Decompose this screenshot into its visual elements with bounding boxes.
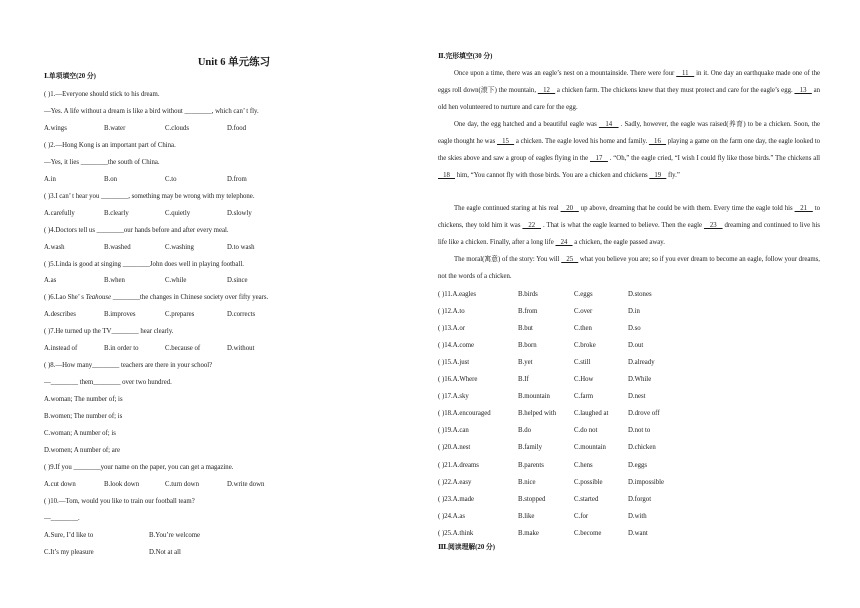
answer-option: B.do [518,427,532,435]
answer-option: C.while [165,277,187,285]
answer-option: C.to [165,175,177,183]
answer-option: D.to wash [227,243,255,251]
answer-option: ( )24.A.as [438,512,465,520]
question-line: ( )6.Lao She’ s Teahouse ________the changes in Chinese society over fifty years. [44,294,269,302]
cloze-blank: 24 [555,239,573,246]
answer-option: A.cut down [44,480,76,488]
answer-option: B.like [518,512,535,520]
question-line: ( )10.—Tom, would you like to train our football team? [44,497,195,505]
answer-option: C.washing [165,243,194,251]
cloze-blank: 19 [649,172,667,179]
section-2-heading: Ⅱ.完形填空(30 分) [438,53,493,60]
answer-option: ( )20.A.nest [438,444,471,452]
answer-option: B.look down [104,480,140,488]
question-line: —Yes, it lies ________the south of China. [44,158,160,166]
answer-option: D.want [628,529,648,537]
answer-option: C.because of [165,345,201,353]
cloze-paragraph: One day, the egg hatched and a beautiful eagle was 14 . Sadly, however, the eagle was raised(养育) to be a chicken. Soon, the eagle thought he was 15 a chicken. The eagle loved his home and family. 16 playing a game on the farm one day, the eagle looked to the skies above and saw a group of eagles flying in the 17 . “Oh,” the eagle cried, “I wish I could fly like those birds.” The chickens all 18 him, “You cannot fly with those birds. You are a chicken and chickens 19 fly.” [438,121,821,179]
answer-option: C.farm [574,393,594,401]
answer-option: B.make [518,529,539,537]
question-line: C.woman; A number of; is [44,430,116,437]
answer-option: B.on [104,175,118,183]
answer-option: ( )14.A.come [438,342,475,350]
answer-option: ( )18.A.encouraged [438,410,491,418]
answer-option: C.broke [574,342,596,350]
cloze-blank: 20 [560,205,579,212]
question-line: ( )7.He turned up the TV________ hear clearly. [44,328,174,336]
answer-option: ( )21.A.dreams [438,461,479,469]
question-line: ( )3.I can’ t hear you ________, something may be wrong with my telephone. [44,192,255,200]
answer-option: B.yet [518,359,533,367]
answer-option: C.still [574,359,591,367]
answer-option: ( )22.A.easy [438,478,472,486]
question-line: —________. [44,514,80,522]
cloze-blank: 21 [794,205,813,212]
answer-option: B.born [518,342,537,350]
answer-option: D.forgot [628,495,652,503]
cloze-blank: 13 [794,87,812,94]
answer-option: C.over [574,308,593,316]
answer-option: A.wash [44,243,65,251]
answer-option: A.instead of [44,345,78,353]
answer-option: D.without [227,345,255,353]
answer-option: B.nice [518,478,536,486]
page-title: Unit 6 单元练习 [197,57,271,68]
answer-option: B.If [518,376,529,384]
question-line: B.women; The number of; is [44,413,123,421]
answer-option: C.mountain [574,444,606,452]
answer-option: C.eggs [574,291,593,298]
answer-option: C.How [574,376,594,384]
answer-option: B.in order to [104,345,139,353]
answer-option: D.with [628,512,647,520]
answer-option: B.birds [518,291,538,298]
answer-option: D.stones [628,291,652,298]
answer-option: ( )15.A.just [438,359,470,367]
answer-option: B.helped with [518,410,557,418]
answer-option: ( )19.A.can [438,427,469,435]
cloze-blank: 15 [496,138,515,145]
answer-option: C.started [574,495,599,503]
answer-option: D.eggs [628,461,648,469]
answer-option: C.turn down [165,480,199,488]
answer-option: B.but [518,325,533,333]
cloze-blank: 14 [598,121,619,128]
cloze-blank: 16 [648,138,667,145]
answer-option: C.then [574,325,592,333]
answer-option: B.improves [104,311,136,319]
answer-option: B.water [104,124,126,132]
answer-option: B.parents [518,461,544,469]
answer-option: C.clouds [165,124,189,132]
answer-option: D.not to [628,427,651,435]
answer-option: C.laughed at [574,410,609,418]
answer-option: D.in [628,308,640,316]
answer-option: B.You’re welcome [149,531,201,539]
cloze-paragraph: The eagle continued staring at his real 20 up above, dreaming that he could be with them. Every time the eagle told his 21 to chickens, they told him it was 22 . That is what the eagle learned to believe. Then the eagle 23 dreaming and continued to live his life like a chicken. Finally, after a long life 24 a chicken, the eagle passed away. [438,205,820,246]
answer-option: C.become [574,529,602,537]
answer-option: D.Not at all [149,548,181,556]
section-3-heading: Ⅲ.阅读理解(20 分) [438,544,495,551]
cloze-blank: 23 [703,222,723,229]
cloze-paragraph: Once upon a time, there was an eagle’s nest on a mountainside. There were four 11 in it. One day an earthquake made one of the eggs roll down(滚下) the mountain, 12 a chicken farm. The chickens knew that they must protect and care for the eagle’s egg. 13 an old hen volunteered to nurture and care for the egg. [438,70,821,111]
answer-option: D.write down [227,480,265,488]
cloze-paragraph: The moral(寓意) of the story: You will 25 what you believe you are; so if you ever dream to become an eagle, follow your dreams, not the words of a chicken. [438,256,821,280]
answer-option: C.hens [574,461,593,469]
section-1-heading: Ⅰ.单项填空(20 分) [44,73,96,80]
answer-option: ( )17.A.sky [438,393,469,401]
answer-option: D.drove off [628,410,660,418]
answer-option: D.corrects [227,311,256,319]
question-line: D.women; A number of; are [44,446,121,454]
answer-option: B.washed [104,243,131,251]
answer-option: ( )23.A.made [438,495,475,503]
answer-option: D.slowly [227,209,252,217]
answer-option: D.nest [628,393,646,401]
answer-option: D.since [227,277,248,285]
question-line: ( )4.Doctors tell us ________our hands before and after every meal. [44,226,229,234]
answer-option: D.While [628,376,652,384]
question-line: ( )5.Linda is good at singing ________John does well in playing football. [44,260,244,268]
question-line: ( )8.—How many________ teachers are there in your school? [44,362,213,370]
answer-option: ( )13.A.or [438,325,465,333]
answer-option: D.chicken [628,444,656,452]
answer-option: B.stopped [518,495,546,503]
answer-option: B.clearly [104,209,129,217]
answer-option: C.do not [574,427,598,435]
answer-option: ( )25.A.think [438,529,474,537]
answer-option: B.mountain [518,393,550,401]
answer-option: A.Sure, I’d like to [44,531,94,539]
answer-option: D.from [227,175,247,183]
answer-option: B.from [518,308,538,316]
question-line: ( )2.—Hong Kong is an important part of China. [44,141,176,149]
answer-option: D.food [227,124,247,132]
answer-option: B.family [518,444,542,452]
answer-option: A.wings [44,124,67,132]
answer-option: A.carefully [44,209,75,217]
question-line: —________ them________ over two hundred. [44,379,172,387]
answer-option: C.prepares [165,311,195,319]
answer-option: ( )11.A.eagles [438,291,477,298]
cloze-blank: 22 [522,222,541,229]
answer-option: D.impossible [628,478,665,486]
answer-option: D.so [628,325,641,333]
answer-option: A.as [44,277,57,285]
answer-option: D.already [628,359,655,367]
answer-option: B.when [104,277,125,285]
question-line: ( )9.If you ________your name on the paper, you can get a magazine. [44,463,234,471]
answer-option: A.describes [44,311,76,319]
cloze-blank: 17 [590,155,608,162]
answer-option: C.for [574,512,589,520]
answer-option: C.possible [574,478,603,486]
cloze-blank: 12 [537,87,556,94]
cloze-blank: 18 [438,172,455,179]
answer-option: C.quietly [165,209,191,217]
cloze-blank: 11 [676,70,695,77]
question-line: A.woman; The number of; is [44,396,123,404]
answer-option: C.It’s my pleasure [44,548,94,556]
question-line: —Yes. A life without a dream is like a bird without ________, which can’ t fly. [44,107,259,115]
question-line: ( )1.—Everyone should stick to his dream. [44,91,160,98]
answer-option: D.out [628,342,644,350]
answer-option: ( )16.A.Where [438,376,478,384]
cloze-blank: 25 [561,256,579,263]
answer-option: A.in [44,175,56,183]
answer-option: ( )12.A.to [438,308,465,316]
